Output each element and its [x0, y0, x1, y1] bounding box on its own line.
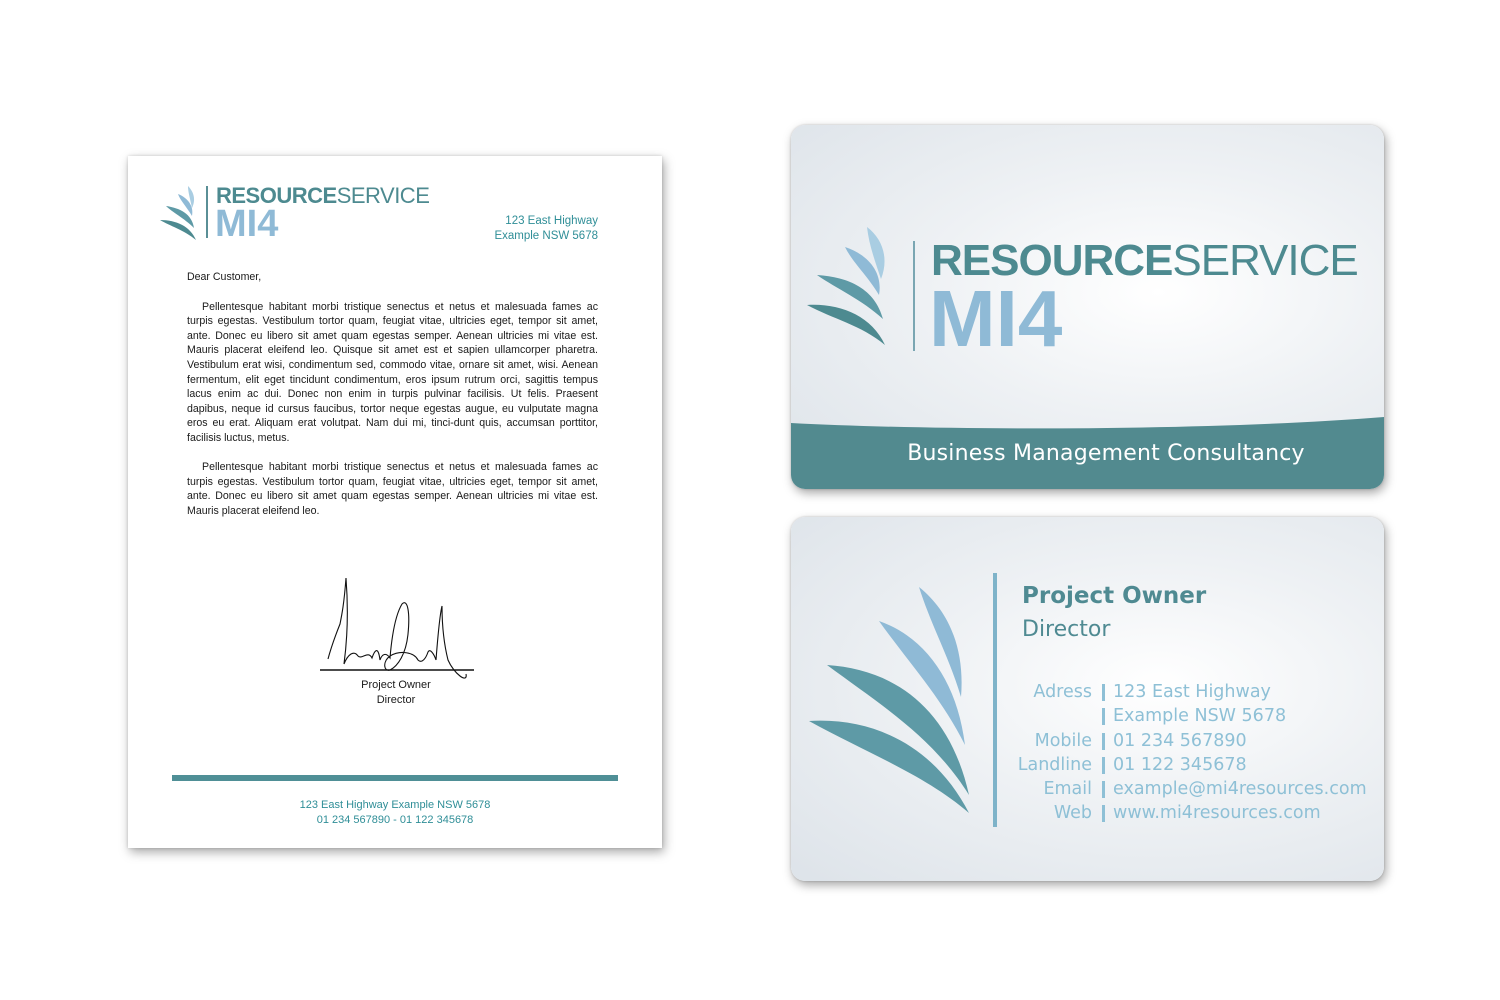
contact-row-email [1007, 777, 1377, 801]
letter-body [187, 270, 598, 533]
contact-row-address [1007, 680, 1377, 704]
letterhead-address: 123 East Highway Example NSW 5678 [494, 215, 598, 242]
letter-paragraph: Pellentesque habitant morbi tristique senectus et netus et malesuada fames ac turpis egestas. Vestibulum tortor quam, feugiat vitae, ultricies eget, tempor sit amet, ante. Donec eu libero sit amet quam egestas semper. Aenean ultricies mi vitae est. Mauris placerat eleifend leo. [187, 461, 598, 517]
contact-label: Adress [1033, 682, 1092, 702]
logo-wordmark: RESOURCESERVICE [216, 183, 430, 208]
signature [318, 574, 478, 694]
contact-separator [1102, 708, 1105, 725]
tagline: Business Management Consultancy [907, 441, 1305, 466]
contact-value: 01 234 567890 [1113, 730, 1247, 751]
letter-paragraph: Pellentesque habitant morbi tristique senectus et netus et malesuada fames ac turpis egestas. Vestibulum tortor quam, feugiat vitae, ultricies eget, tempor sit amet, ante. Donec eu libero sit amet quam egestas semper. Aenean ultricies mi vitae est. Mauris placerat eleifend leo. Quisque sit amet est et sapien ullamcorper pharetra. Vestibulum erat wisi, condimentum sed, commodo vitae, ornare sit amet, wisi. Aenean fermentum, elit eget tincidunt condimentum, eros ipsum rutrum orci, sagittis tempus lacus enim ac dui. Donec non enim in turpis pulvinar facilisis. Ut felis. Praesent dapibus, neque id cursus faucibus, tortor neque egestas augue, eu vulputate magna eros eu erat. Aliquam erat volutpat. Nam dui mi, tinci-dunt quis, accumsan porttitor, facilisis luctus, metus. [187, 300, 598, 444]
contact-value: example@mi4resources.com [1113, 779, 1367, 800]
contact-separator [1102, 733, 1105, 750]
contact-separator [1102, 757, 1105, 774]
contact-row-address-2 [1007, 704, 1377, 728]
letterhead-footer: 123 East Highway Example NSW 5678 01 234 567890 - 01 122 345678 [299, 799, 491, 826]
contact-separator [1102, 684, 1105, 701]
contact-value: www.mi4resources.com [1113, 803, 1321, 824]
contact-separator [1102, 781, 1105, 798]
signatory-name: Project Owner [361, 679, 431, 691]
contact-label: Mobile [1034, 730, 1092, 751]
contact-details [1007, 680, 1377, 826]
leaf-logo-icon [807, 227, 907, 345]
logo-mi4: MI4 [929, 274, 1063, 363]
contact-role: Director [1022, 617, 1111, 642]
signature-scribble [318, 574, 478, 694]
logo-divider [206, 186, 208, 238]
contact-name: Project Owner [1022, 583, 1207, 609]
contact-row-landline [1007, 753, 1377, 777]
logo-divider [913, 241, 915, 351]
footer-rule [172, 775, 618, 781]
letter-greeting: Dear Customer, [187, 271, 262, 283]
letterhead-page [128, 156, 662, 848]
letterhead-logo [158, 182, 438, 246]
contact-row-web [1007, 801, 1377, 825]
logo-wordmark: RESOURCESERVICE [931, 236, 1358, 285]
signatory-title: Director [376, 693, 416, 706]
contact-row-mobile [1007, 729, 1377, 753]
contact-value: 123 East Highway [1113, 682, 1271, 702]
contact-label: Landline [1017, 754, 1092, 775]
leaf-logo-icon [158, 184, 202, 240]
business-card-front [791, 125, 1384, 489]
contact-value: 01 122 345678 [1113, 754, 1247, 775]
signatory [318, 678, 474, 707]
contact-separator [1102, 805, 1105, 822]
logo-mi4: MI4 [215, 203, 279, 245]
contact-label: Web [1053, 803, 1092, 824]
card-divider [993, 573, 997, 827]
leaf-logo-icon [809, 585, 975, 815]
contact-label: Email [1043, 779, 1092, 800]
contact-value: Example NSW 5678 [1113, 706, 1287, 727]
business-card-back [791, 517, 1384, 881]
